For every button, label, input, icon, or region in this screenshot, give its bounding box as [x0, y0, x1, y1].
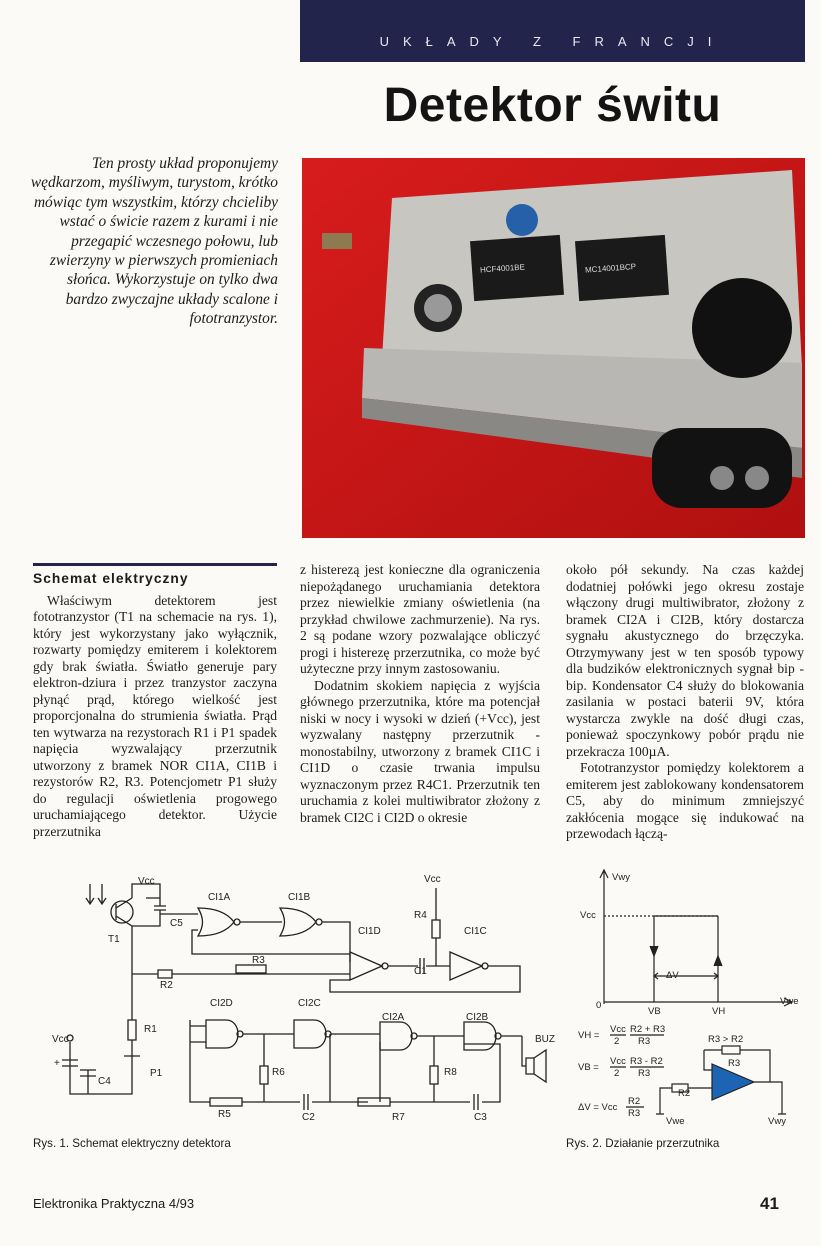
svg-text:CI1C: CI1C: [464, 926, 487, 937]
svg-text:R5: R5: [218, 1109, 231, 1120]
figure2-caption: Rys. 2. Działanie przerzutnika: [566, 1137, 720, 1150]
svg-text:R3 - R2: R3 - R2: [630, 1056, 663, 1067]
svg-text:R2 + R3: R2 + R3: [630, 1024, 666, 1035]
page-number: 41: [760, 1194, 779, 1213]
svg-text:2: 2: [614, 1068, 620, 1079]
article-title: Detektor świtu: [383, 79, 722, 132]
svg-text:C5: C5: [170, 918, 183, 929]
svg-text:Vcc: Vcc: [610, 1024, 626, 1035]
paragraph: Fototranzystor pomiędzy kolektorem a emiterem jest zablokowany kondensatorem C5, aby do minimum zmniejszyć zakłócenia mogące się indukować na przewodach łączą-: [566, 760, 804, 841]
svg-text:CI2C: CI2C: [298, 998, 321, 1009]
section-heading: Schemat elektryczny: [33, 563, 277, 588]
svg-text:P1: P1: [150, 1068, 163, 1079]
schematic-diagram: [30, 870, 565, 1132]
paragraph: Dodatnim skokiem napięcia z wyjścia głównego przerzutnika, które ma potencjał niski w nocy i wysoki w dzień (+Vcc), jest wyzwalany następny przerzutnik - monostabilny, utworzony z bramek CI1C i CI1D o czasie trwania impulsu wyznaczonym przez R4C1. Przerzutnik ten uruchamia z kolei multiwibrator złożony z bramek CI2C i CI2D o okresie: [300, 677, 540, 825]
svg-text:C3: C3: [474, 1112, 487, 1123]
svg-text:Vcc: Vcc: [580, 910, 596, 921]
svg-text:+: +: [54, 1058, 60, 1069]
svg-text:R3: R3: [252, 955, 265, 966]
svg-text:R1: R1: [144, 1024, 157, 1035]
hysteresis-diagram: [574, 866, 806, 1132]
svg-text:Vwy: Vwy: [612, 872, 630, 883]
svg-text:R4: R4: [414, 910, 427, 921]
svg-text:T1: T1: [108, 934, 120, 945]
svg-text:Vcc: Vcc: [610, 1056, 626, 1067]
svg-text:Vwy: Vwy: [768, 1116, 786, 1127]
svg-text:R2: R2: [678, 1088, 691, 1099]
svg-text:R7: R7: [392, 1112, 405, 1123]
chip1-label: HCF4001BE: [479, 262, 526, 275]
svg-text:R2: R2: [160, 980, 173, 991]
svg-text:C2: C2: [302, 1112, 315, 1123]
svg-text:R2: R2: [628, 1096, 641, 1107]
svg-text:C4: C4: [98, 1076, 111, 1087]
svg-text:R3: R3: [628, 1108, 641, 1119]
svg-text:0: 0: [596, 1000, 602, 1011]
svg-text:Vcc: Vcc: [138, 876, 155, 887]
svg-text:R3: R3: [638, 1068, 651, 1079]
svg-text:R3: R3: [638, 1036, 651, 1047]
figure1-caption: Rys. 1. Schemat elektryczny detektora: [33, 1137, 231, 1150]
text-column-1: [33, 572, 277, 840]
svg-text:2: 2: [614, 1036, 620, 1047]
svg-text:Vcc: Vcc: [52, 1034, 69, 1045]
svg-text:R3: R3: [728, 1058, 741, 1069]
svg-text:R6: R6: [272, 1067, 285, 1078]
svg-text:CI2D: CI2D: [210, 998, 233, 1009]
section-header: UKŁADY Z FRANCJI: [300, 0, 805, 62]
svg-text:Vwe: Vwe: [666, 1116, 685, 1127]
article-intro: Ten prosty układ proponujemy wędkarzom, myśliwym, turystom, krótko mówiąc tym wszystkim, którzy chcieliby wstać o świcie razem z kurami i nie przegapić wczesnego połowu, lub zwierzyny w pierwszych promieniach słońca. Wykorzystuje on tylko dwa bardzo zwyczajne układy scalone i fototranzystor.: [30, 155, 278, 328]
text-column-3: [566, 562, 804, 843]
svg-text:VB =: VB =: [578, 1062, 599, 1073]
svg-text:CI1D: CI1D: [358, 926, 381, 937]
svg-text:VH: VH: [712, 1006, 726, 1017]
svg-text:BUZ: BUZ: [535, 1034, 555, 1045]
device-photo: [302, 158, 805, 538]
svg-text:ΔV = Vcc: ΔV = Vcc: [578, 1102, 618, 1113]
svg-text:VB: VB: [648, 1006, 661, 1017]
svg-text:CI1B: CI1B: [288, 892, 311, 903]
svg-text:CI2B: CI2B: [466, 1012, 489, 1023]
svg-text:CI1A: CI1A: [208, 892, 231, 903]
svg-text:ΔV: ΔV: [666, 970, 679, 981]
chip2-label: MC14001BCP: [584, 262, 637, 275]
svg-text:R3 > R2: R3 > R2: [708, 1034, 744, 1045]
svg-text:Vwe: Vwe: [780, 996, 799, 1007]
magazine-footer: Elektronika Praktyczna 4/93: [33, 1196, 195, 1211]
svg-text:C1: C1: [414, 966, 427, 977]
svg-text:CI2A: CI2A: [382, 1012, 405, 1023]
paragraph: z histerezą jest konieczne dla ograniczenia niepożądanego uruchamiania detektora przez niewielkie zmiany oświetlenia (na przykład chwilowe zachmurzenie). Na rys. 2 są podane wzory pozwalające obliczyć progi i histerezę przerzutnika, co może być użyteczne przy innym zastosowaniu.: [300, 562, 540, 676]
paragraph: około pół sekundy. Na czas każdej dodatniej połówki jego okresu zostaje włączony drugi multiwibrator, złożony z bramek CI2A i CI2B, który dostarcza sygnału akustycznego do brzęczyka. Otrzymywany jest w ten sposób typowy dla budzików elektronicznych sygnał bip - bip. Kondensator C4 służy do blokowania zasilania w postaci baterii 9V, która wystarcza zwykle na dość długi czas, ponieważ spoczynkowy pobór prądu nie przekracza 100µA.: [566, 562, 804, 759]
svg-text:R8: R8: [444, 1067, 457, 1078]
paragraph: Właściwym detektorem jest fototranzystor (T1 na schemacie na rys. 1), który jest wykorzystany jako wyłącznik, rozwarty pomiędzy emiterem i kolektorem gdy brak światła. Światło generuje pary elektron-dziura i przez tranzystor zaczyna płynąć prąd, którego wielkość jest proporcjonalna do strumienia światła. Prąd ten wytwarza na rezystorach R1 i P1 spadek napięcia wyzwalający przerzutnik utworzony z bramek NOR CI1A, CI1B i rezystorów R2, R3. Potencjometr P1 służy do regulacji oświetlenia progowego uruchamiającego detektor. Użycie przerzutnika: [33, 592, 277, 839]
text-column-2: [300, 562, 540, 826]
svg-text:Vcc: Vcc: [424, 874, 441, 885]
svg-text:VH =: VH =: [578, 1030, 600, 1041]
